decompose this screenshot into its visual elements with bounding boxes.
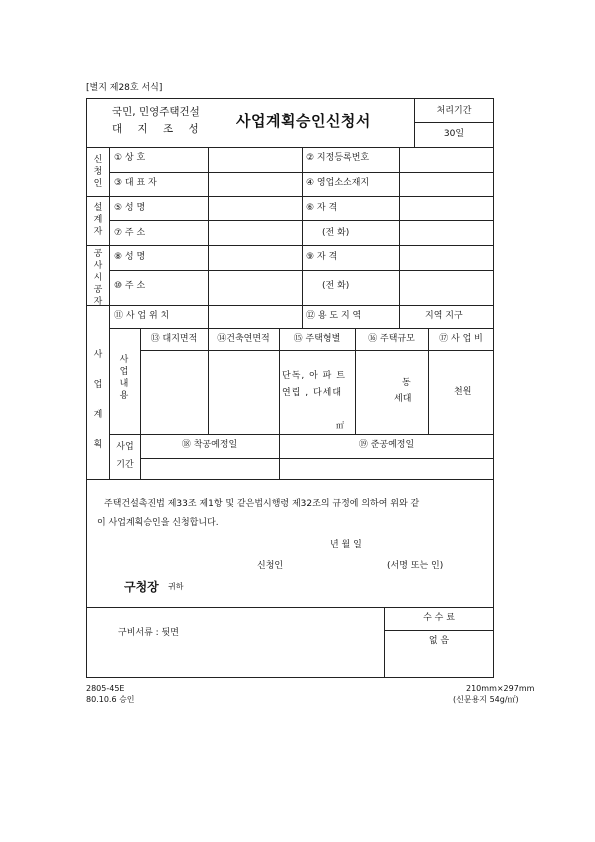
col-business-cost: ⑰ 사 업 비	[439, 334, 483, 344]
col-total-floor-area: ⑭건축연면적	[217, 334, 270, 344]
field-designer-name: ⑤ 성 명	[114, 203, 146, 213]
start-date-input[interactable]	[142, 460, 277, 477]
section-contractor: 공사시공자	[93, 249, 103, 307]
field-designer-qualification: ⑥ 자 격	[306, 203, 338, 213]
field-start-date: ⑱ 착공예정일	[181, 440, 238, 450]
section-designer: 설계자	[93, 203, 103, 237]
signature-label: (서명 또는 인)	[387, 561, 444, 571]
housing-type-line1: 단독, 아 파 트	[282, 371, 346, 381]
footer-code: 2805-45E	[86, 684, 125, 693]
label-business-content: 사업내용	[119, 355, 129, 401]
field-completion-date: ⑲ 준공예정일	[358, 440, 415, 450]
field-contractor-qualification: ⑨ 자 격	[306, 252, 338, 262]
unit-households: 세대	[394, 394, 412, 404]
housing-type-line2: 연립 , 다세대	[282, 388, 343, 398]
unit-square-meter: ㎡	[336, 421, 344, 430]
col-site-area: ⑬ 대지면적	[150, 334, 198, 344]
recipient-suffix: 귀하	[168, 582, 184, 591]
zone-district-text: 지역 지구	[425, 311, 463, 321]
footer-approval: 80.10.6 승인	[86, 695, 135, 704]
field-registration-number: ② 지정등록번호	[306, 153, 370, 163]
label-business-period: 사업기간	[116, 442, 134, 470]
fee-value: 없 음	[428, 636, 450, 646]
field-designer-address: ⑦ 주 소	[114, 228, 146, 238]
company-name-input[interactable]	[210, 149, 300, 170]
section-business-plan: 사업계획	[93, 350, 103, 450]
processing-period-value: 30일	[443, 129, 465, 139]
field-contractor-phone: (전 화)	[322, 281, 350, 291]
field-business-location: ⑪ 사 업 위 치	[114, 311, 170, 321]
footer-paper-size: 210mm×297mm	[466, 684, 535, 693]
unit-thousand-won: 천원	[454, 387, 472, 397]
processing-period-label: 처리기간	[436, 106, 472, 116]
statement-line2: 이 사업계획승인을 신청합니다.	[97, 518, 219, 528]
footer-paper-type: (신문용지 54g/㎡)	[453, 695, 519, 704]
form-label: [별지 제28호 서식]	[86, 83, 163, 93]
unit-dong: 동	[402, 378, 411, 388]
field-contractor-address: ⑩ 주 소	[114, 281, 146, 291]
recipient-title: 구청장	[124, 580, 159, 594]
fee-label: 수 수 료	[423, 613, 455, 623]
header-line2: 대 지 조 성	[112, 123, 205, 135]
field-company-name: ① 상 호	[114, 153, 146, 163]
completion-date-input[interactable]	[281, 460, 492, 477]
field-contractor-name: ⑧ 성 명	[114, 252, 146, 262]
field-office-address: ④ 영업소소재지	[306, 178, 370, 188]
field-designer-phone: (전 화)	[322, 228, 350, 238]
representative-input[interactable]	[210, 174, 300, 194]
section-applicant: 신청인	[93, 155, 103, 189]
col-housing-scale: ⑯ 주택규모	[368, 334, 415, 344]
field-representative: ③ 대 표 자	[114, 178, 157, 188]
field-use-zone: ⑫ 용 도 지 역	[306, 311, 362, 321]
applicant-label: 신청인	[257, 561, 284, 571]
required-documents: 구비서류 : 뒷면	[118, 628, 179, 638]
office-address-input[interactable]	[401, 174, 492, 194]
col-housing-type: ⑮ 주택형별	[293, 334, 341, 344]
date-line: 년 월 일	[330, 540, 362, 550]
header-line1: 국민, 민영주택건설	[112, 106, 200, 118]
page-title: 사업계획승인신청서	[236, 112, 371, 130]
registration-number-input[interactable]	[401, 149, 492, 170]
statement-line1: 주택건설촉진법 제33조 제1항 및 같은법시행령 제32조의 규정에 의하여 위와 같	[104, 499, 420, 509]
